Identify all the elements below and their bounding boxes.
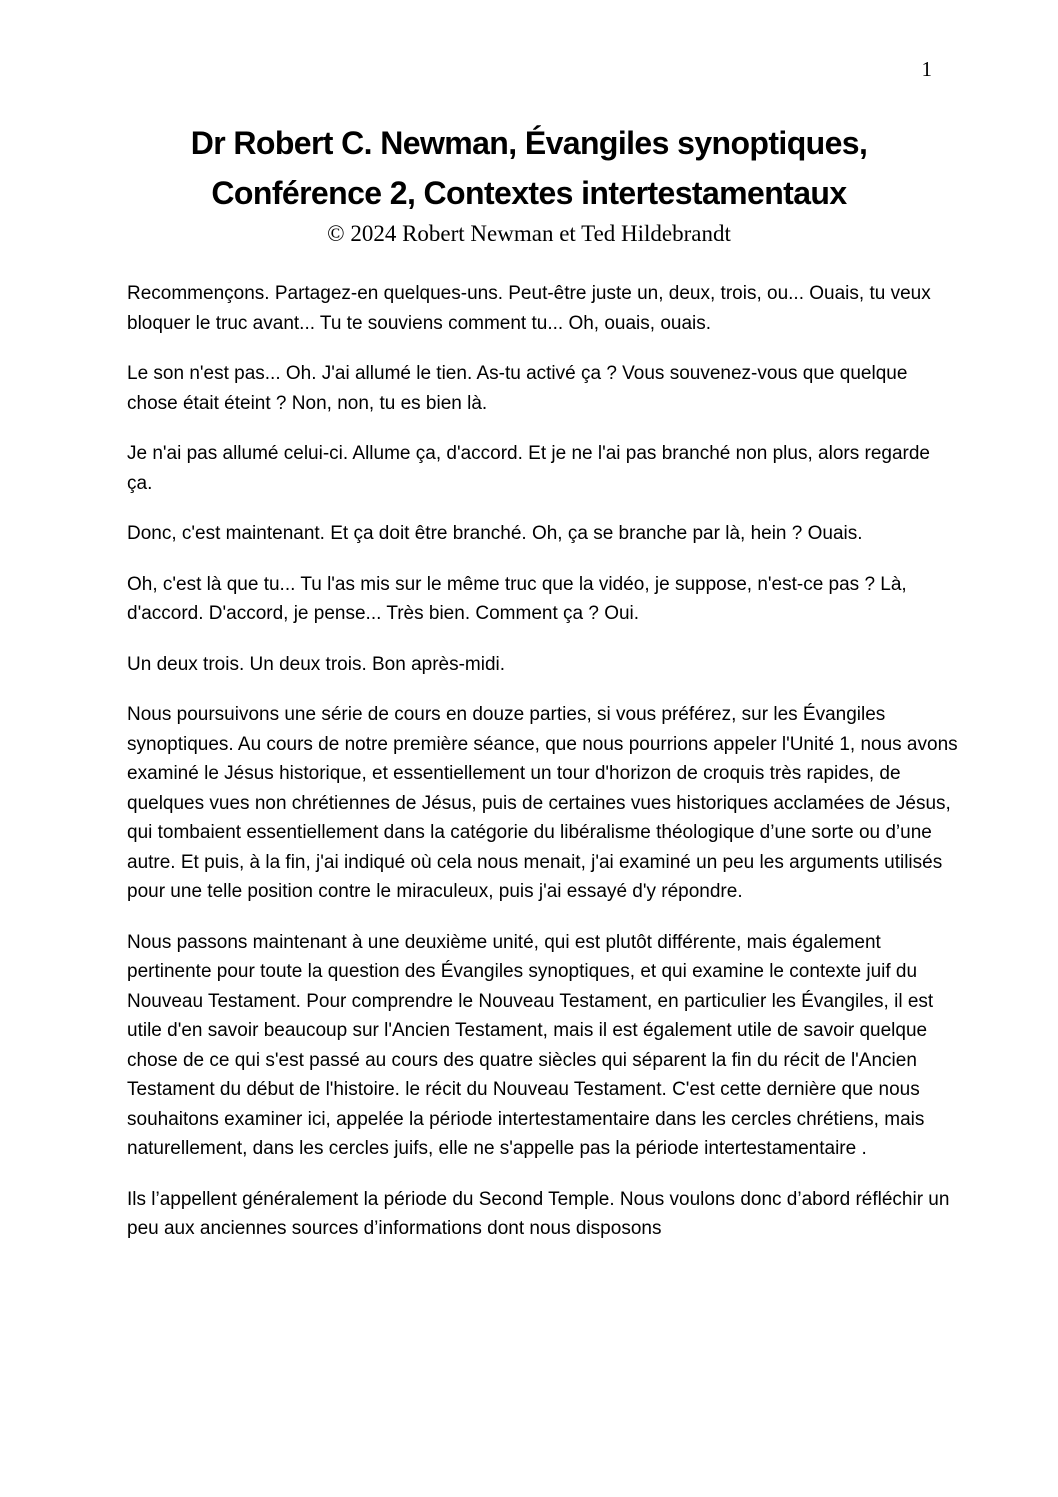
document-header <box>0 0 1058 248</box>
paragraph-9: Ils l’appellent généralement la période du Second Temple. Nous voulons donc d’abord réfléchir un peu aux anciennes sources d’informations dont nous disposons <box>127 1188 950 1239</box>
paragraph-5: Oh, c'est là que tu... Tu l'as mis sur le même truc que la vidéo, je suppose, n'est-ce pas ? Là, d'accord. D'accord, je pense... Très bien. Comment ça ? Oui. <box>127 573 907 624</box>
page-number: 1 <box>921 57 932 81</box>
paragraph-1: Recommençons. Partagez-en quelques-uns. Peut-être juste un, deux, trois, ou... Ouais, tu veux bloquer le truc avant... Tu te souviens comment tu... Oh, ouais, ouais. <box>127 283 931 334</box>
paragraph-6: Un deux trois. Un deux trois. Bon après-midi. <box>127 653 506 675</box>
paragraph-3: Je n'ai pas allumé celui-ci. Allume ça, d'accord. Et je ne l'ai pas branché non plus, alors regarde ça. <box>127 443 930 494</box>
document-body <box>127 279 959 1244</box>
document-title <box>0 118 1058 218</box>
paragraph-4: Donc, c'est maintenant. Et ça doit être branché. Oh, ça se branche par là, hein ? Ouais. <box>127 523 863 544</box>
copyright-line: © 2024 Robert Newman et Ted Hildebrandt <box>327 221 731 246</box>
title-line-1: Dr Robert C. Newman, Évangiles synoptiques, <box>190 125 868 161</box>
paragraph-2: Le son n'est pas... Oh. J'ai allumé le tien. As-tu activé ça ? Vous souvenez-vous que quelque chose était éteint ? Non, non, tu es bien là. <box>127 363 908 414</box>
title-line-2: Conférence 2, Contextes intertestamentaux <box>211 175 847 211</box>
paragraph-8: Nous passons maintenant à une deuxième unité, qui est plutôt différente, mais également pertinente pour toute la question des Évangiles synoptiques, et qui examine le contexte juif du Nouveau Testament. Pour comprendre le Nouveau Testament, en particulier les Évangiles, il est utile d'en savoir beaucoup sur l'Ancien Testament, mais il est également utile de savoir quelque chose de ce qui s'est passé au cours des quatre siècles qui séparent la fin du récit de l'Ancien Testament du début de l'histoire. le récit du Nouveau Testament. C'est cette dernière que nous souhaitons examiner ici, appelée la période intertestamentaire dans les cercles chrétiens, mais naturellement, dans les cercles juifs, elle ne s'appelle pas la période intertestamentaire . <box>127 931 934 1159</box>
paragraph-7: Nous poursuivons une série de cours en douze parties, si vous préférez, sur les Évangiles synoptiques. Au cours de notre première séance, que nous pourrions appeler l'Unité 1, nous avons examiné le Jésus historique, et essentiellement un tour d'horizon de croquis très rapides, de quelques vues non chrétiennes de Jésus, puis de certaines vues historiques acclamées de Jésus, qui tombaient essentiellement dans la catégorie du libéralisme théologique d’une sorte ou d’une autre. Et puis, à la fin, j'ai indiqué où cela nous menait, j'ai examiné un peu les arguments utilisés pour une telle position contre le miraculeux, puis j'ai essayé d'y répondre. <box>127 704 958 902</box>
